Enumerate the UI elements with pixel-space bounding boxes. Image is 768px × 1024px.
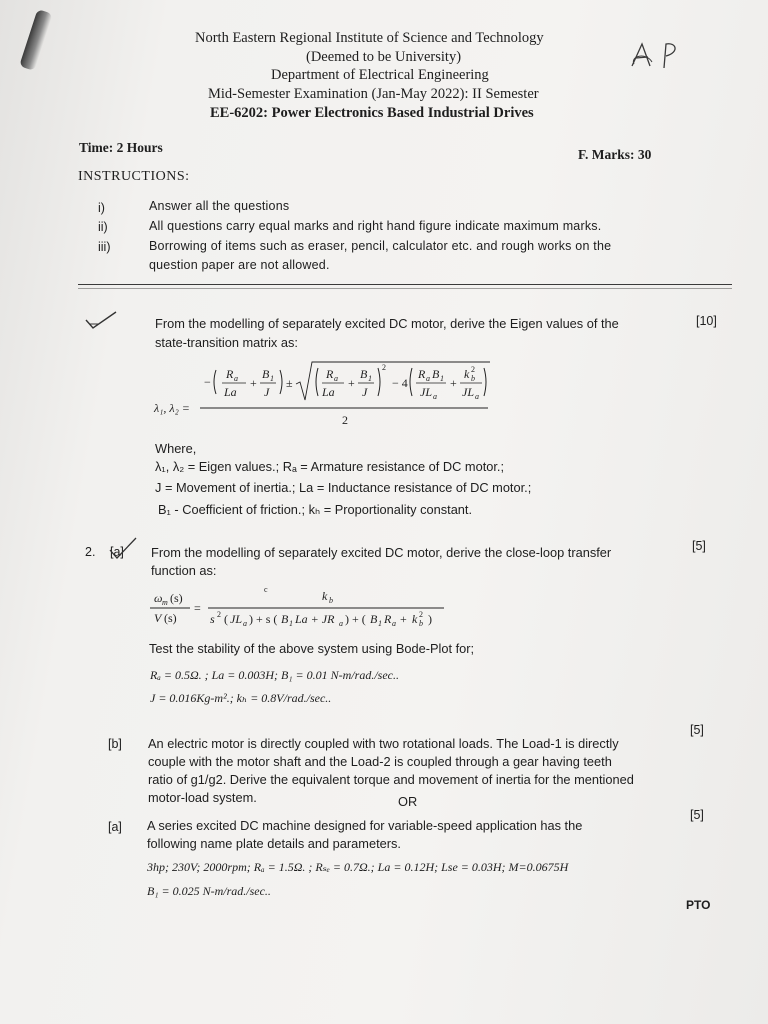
svg-text:1: 1 (270, 374, 274, 383)
svg-text:J: J (264, 385, 270, 399)
svg-text:a: a (339, 619, 343, 628)
q2-number: 2. (85, 545, 96, 559)
q2b-text-line: motor-load system. (148, 790, 257, 805)
svg-text:a: a (426, 374, 430, 383)
handwritten-initials (628, 38, 688, 72)
q2a-part-label: [a] (110, 545, 124, 559)
svg-text:La: La (224, 385, 237, 399)
svg-text:m: m (162, 598, 168, 607)
svg-text:R: R (326, 367, 334, 381)
instruction-text: Answer all the questions (149, 199, 290, 213)
svg-text:2: 2 (342, 413, 348, 427)
definition-line: J = Movement of inertia.; La = Inductance resistance of DC motor.; (155, 480, 532, 495)
instruction-num: ii) (98, 220, 108, 234)
q2a-text-line: From the modelling of separately excited DC motor, derive the close-loop transfer (151, 545, 612, 560)
svg-text:b: b (471, 374, 475, 383)
svg-text:2: 2 (419, 610, 423, 619)
svg-text:La + JR: La + JR (295, 612, 335, 626)
svg-text:(s): (s) (170, 591, 183, 605)
svg-text:b: b (329, 596, 333, 605)
exam-time: Time: 2 Hours (79, 140, 163, 155)
svg-text:JL: JL (420, 385, 432, 399)
divider-line (78, 284, 732, 285)
q2b-part-label: [b] (108, 737, 122, 751)
svg-text:) + (: ) + ( (345, 612, 366, 626)
q1-marks: [10] (696, 314, 717, 328)
parameter-line: J = 0.016Kg-m².; kₕ = 0.8V/rad./sec.. (150, 691, 332, 705)
stability-test-text: Test the stability of the above system using Bode-Plot for; (149, 641, 475, 656)
svg-text:B: B (281, 612, 289, 626)
svg-text:a: a (243, 619, 247, 628)
instructions-heading: INSTRUCTIONS: (78, 169, 190, 184)
eigen-value-formula (150, 358, 500, 430)
svg-text:b: b (419, 619, 423, 628)
svg-text:R: R (418, 367, 426, 381)
q2a-marks: [5] (692, 539, 706, 553)
svg-text:) + s (: ) + s ( (249, 612, 278, 626)
svg-text:=: = (194, 601, 201, 615)
or-separator: OR (398, 794, 418, 809)
svg-text:V: V (154, 611, 162, 625)
instruction-num: iii) (98, 240, 111, 254)
q2a-text-line: function as: (151, 563, 217, 578)
svg-text:a: a (433, 392, 437, 401)
where-label: Where, (155, 441, 197, 456)
svg-text:+: + (400, 612, 407, 626)
svg-text:1: 1 (368, 374, 372, 383)
svg-text:a: a (334, 374, 338, 383)
svg-text:2: 2 (217, 610, 221, 619)
deemed-university: (Deemed to be University) (306, 49, 462, 65)
exam-title: Mid-Semester Examination (Jan-May 2022): II Semester (208, 86, 539, 102)
svg-text:+: + (250, 376, 257, 390)
svg-text:a: a (392, 619, 396, 628)
checkmark-icon (108, 536, 138, 562)
department-name: Department of Electrical Engineering (271, 67, 489, 83)
svg-text:(: ( (224, 612, 228, 626)
svg-text:s: s (210, 612, 215, 626)
svg-text:−: − (204, 375, 211, 389)
course-title: EE-6202: Power Electronics Based Industrial Drives (210, 105, 534, 121)
svg-text:1: 1 (440, 374, 444, 383)
q1-text-line: From the modelling of separately excited DC motor, derive the Eigen values of the (155, 316, 619, 331)
svg-text:k: k (412, 612, 418, 626)
svg-text:k: k (322, 589, 328, 603)
pto-label: PTO (686, 898, 711, 912)
q1-text-line: state-transition matrix as: (155, 335, 298, 350)
parameter-line: Rₐ = 0.5Ω. ; La = 0.003H; B₁ = 0.01 N-m/rad./sec.. (150, 668, 399, 682)
svg-text:): ) (428, 612, 432, 626)
q2b-text-line: An electric motor is directly coupled with two rotational loads. The Load-1 is directly (148, 736, 619, 751)
definition-line: λ₁, λ₂ = Eigen values.; Rₐ = Armature resistance of DC motor.; (155, 459, 505, 474)
divider-line (78, 288, 732, 289)
svg-text:±: ± (286, 376, 293, 390)
q2b-marks: [5] (690, 723, 704, 737)
instruction-text: All questions carry equal marks and right hand figure indicate maximum marks. (149, 219, 602, 233)
svg-text:2: 2 (382, 363, 386, 372)
svg-text:1: 1 (378, 619, 382, 628)
institute-name: North Eastern Regional Institute of Science and Technology (195, 30, 544, 46)
checkmark-icon (84, 310, 118, 332)
q2b-text-line: couple with the motor shaft and the Load-2 is coupled through a gear having teeth (148, 754, 612, 769)
q2a-alt-marks: [5] (690, 808, 704, 822)
full-marks: F. Marks: 30 (578, 147, 652, 162)
q2a-alt-text-line: A series excited DC machine designed for variable-speed application has the (147, 818, 583, 833)
svg-text:λ₁, λ₂ =: λ₁, λ₂ = (154, 401, 190, 415)
svg-text:R: R (226, 367, 234, 381)
svg-text:k: k (464, 367, 470, 381)
svg-text:2: 2 (471, 365, 475, 374)
svg-text:c: c (264, 585, 268, 594)
page-fold-shadow (19, 9, 53, 71)
svg-text:La: La (322, 385, 335, 399)
instruction-num: i) (98, 201, 105, 215)
parameter-line: 3hp; 230V; 2000rpm; Rₐ = 1.5Ω. ; Rₛₑ = 0.7Ω.; La = 0.12H; Lse = 0.03H; M=0.0675H (147, 860, 569, 874)
instruction-text: question paper are not allowed. (149, 258, 330, 272)
svg-text:(s): (s) (164, 611, 177, 625)
instruction-text: Borrowing of items such as eraser, pencil, calculator etc. and rough works on the (149, 239, 612, 253)
svg-text:JL: JL (462, 385, 474, 399)
q2b-text-line: ratio of g1/g2. Derive the equivalent torque and movement of inertia for the mentioned (148, 772, 634, 787)
svg-text:B: B (432, 367, 440, 381)
svg-text:B: B (262, 367, 270, 381)
svg-text:JL: JL (230, 612, 242, 626)
svg-text:B: B (370, 612, 378, 626)
svg-text:R: R (384, 612, 392, 626)
q2a-alt-part-label: [a] (108, 820, 122, 834)
svg-text:+: + (348, 376, 355, 390)
definition-line: B₁ - Coefficient of friction.; kₕ = Proportionality constant. (158, 502, 473, 517)
svg-text:a: a (475, 392, 479, 401)
transfer-function-formula (148, 584, 458, 630)
svg-text:ω: ω (154, 591, 163, 605)
svg-text:1: 1 (289, 619, 293, 628)
parameter-line: B₁ = 0.025 N-m/rad./sec.. (147, 884, 271, 898)
svg-text:− 4: − 4 (392, 376, 408, 390)
q2a-alt-text-line: following name plate details and parameters. (147, 836, 401, 851)
svg-text:B: B (360, 367, 368, 381)
svg-text:a: a (234, 374, 238, 383)
svg-text:+: + (450, 376, 457, 390)
svg-text:J: J (362, 385, 368, 399)
